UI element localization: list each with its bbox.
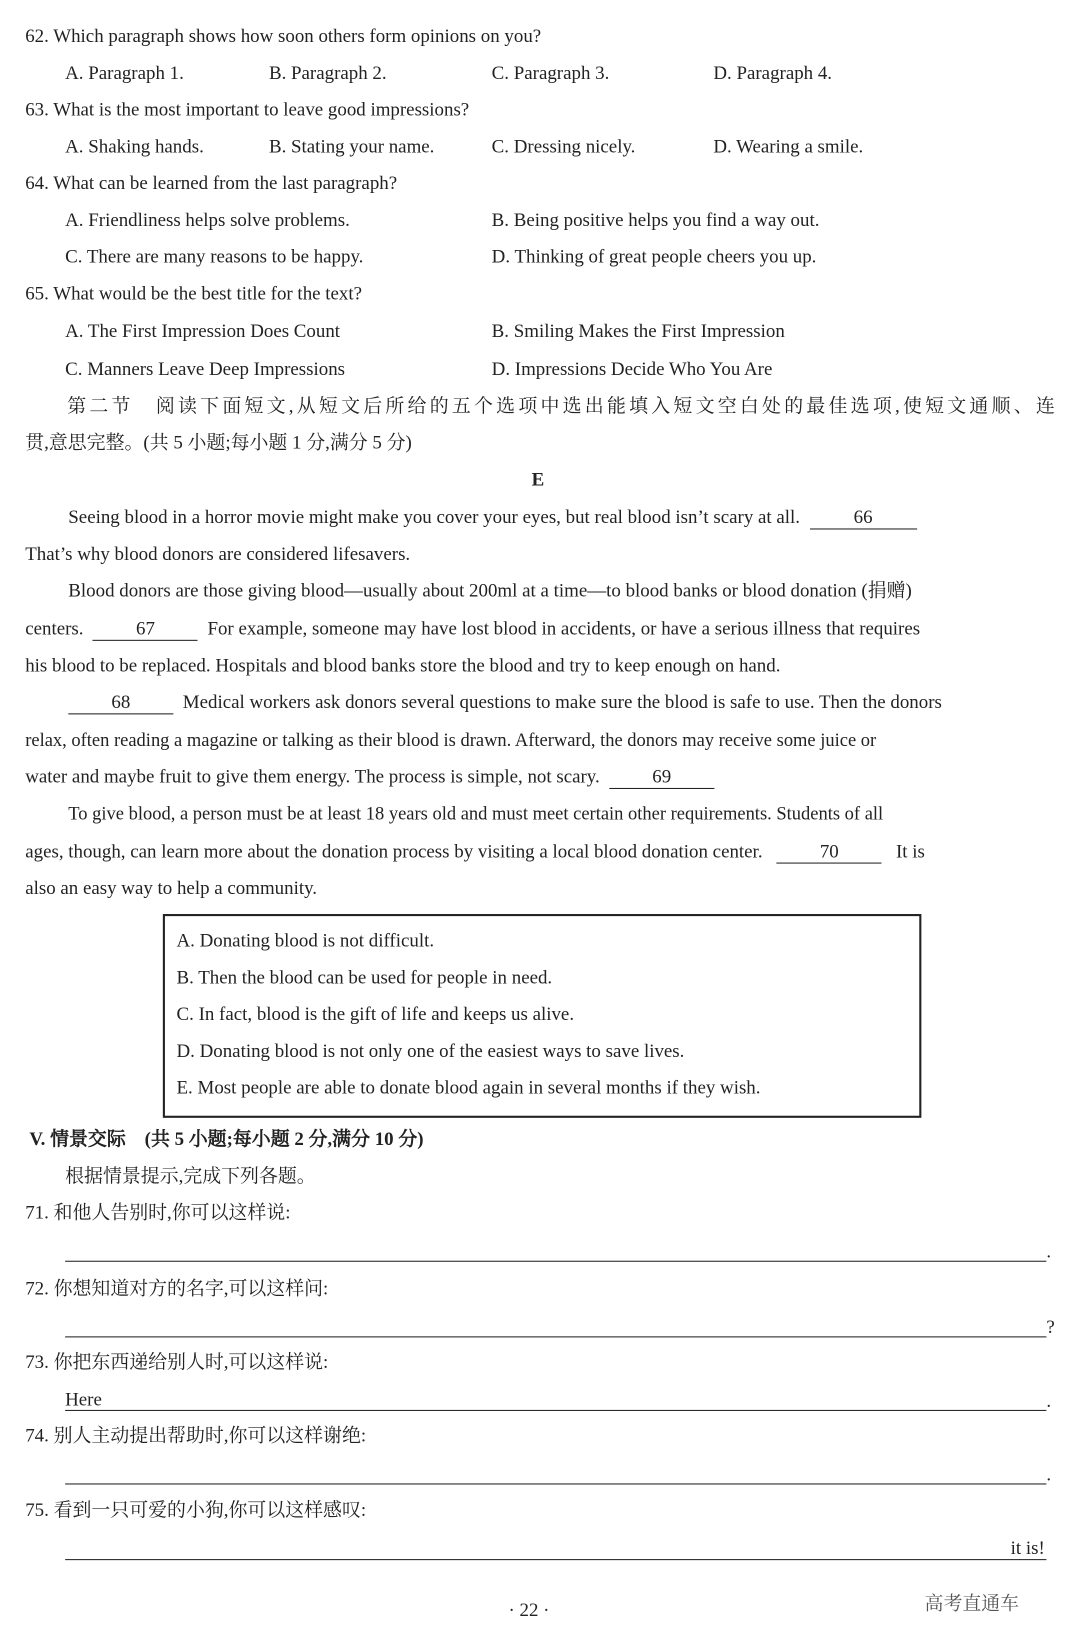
passage-line: centers. 67 For example, someone may have lost blood in accidents, or have a serious illness that requires bbox=[25, 617, 920, 641]
blank-68[interactable]: 68 bbox=[68, 690, 173, 714]
passage-line: water and maybe fruit to give them energy. The process is simple, not scary. 69 bbox=[25, 765, 714, 789]
passage-line: relax, often reading a magazine or talking as their blood is drawn. Afterward, the donors may receive some juice or bbox=[25, 729, 877, 751]
answer-prefix: Here bbox=[65, 1388, 102, 1410]
option: C. There are many reasons to be happy. bbox=[65, 245, 364, 267]
answer-line-71[interactable] bbox=[65, 1261, 1046, 1262]
question-64: 64. What can be learned from the last paragraph? bbox=[25, 172, 398, 194]
option: D. Paragraph 4. bbox=[713, 61, 833, 83]
passage-line: his blood to be replaced. Hospitals and blood banks store the blood and try to keep enough on hand. bbox=[25, 654, 781, 676]
option: A. The First Impression Does Count bbox=[65, 320, 341, 342]
option: A. Friendliness helps solve problems. bbox=[65, 209, 350, 231]
section-v-title: V. 情景交际 (共 5 小题;每小题 2 分,满分 10 分) bbox=[29, 1128, 424, 1150]
option: C. Dressing nicely. bbox=[491, 135, 636, 157]
choice-e: E. Most people are able to donate blood again in several months if they wish. bbox=[176, 1076, 761, 1098]
question-63: 63. What is the most important to leave good impressions? bbox=[25, 98, 470, 120]
question-71: 71. 和他人告别时,你可以这样说: bbox=[25, 1201, 291, 1223]
choice-c: C. In fact, blood is the gift of life and keeps us alive. bbox=[176, 1003, 575, 1025]
passage-line: 68 Medical workers ask donors several questions to make sure the blood is safe to use. Then the donors bbox=[68, 690, 942, 714]
question-73: 73. 你把东西递给别人时,可以这样说: bbox=[25, 1351, 329, 1373]
passage-line: also an easy way to help a community. bbox=[25, 877, 318, 899]
option: A. Shaking hands. bbox=[65, 135, 204, 157]
blank-67[interactable]: 67 bbox=[93, 617, 198, 641]
section-v-instructions: 根据情景提示,完成下列各题。 bbox=[65, 1165, 316, 1187]
answer-line-75[interactable] bbox=[65, 1559, 1046, 1560]
passage-line: ages, though, can learn more about the donation process by visiting a local blood donation center. 70 It is bbox=[25, 839, 925, 863]
passage-line: Seeing blood in a horror movie might make you cover your eyes, but real blood isn’t scary at all. 66 bbox=[68, 505, 916, 529]
passage-title: E bbox=[531, 468, 545, 490]
answer-line-74[interactable] bbox=[65, 1483, 1046, 1484]
question-65: 65. What would be the best title for the text? bbox=[25, 282, 363, 304]
option: D. Wearing a smile. bbox=[713, 135, 864, 157]
punct: . bbox=[1046, 1389, 1052, 1411]
answer-line-73[interactable] bbox=[65, 1410, 1046, 1411]
option: C. Manners Leave Deep Impressions bbox=[65, 358, 346, 380]
answer-suffix: it is! bbox=[1010, 1537, 1045, 1559]
question-62: 62. Which paragraph shows how soon others form opinions on you? bbox=[25, 25, 542, 47]
blank-66[interactable]: 66 bbox=[809, 505, 916, 529]
option: D. Thinking of great people cheers you up. bbox=[491, 245, 817, 267]
passage-line: That’s why blood donors are considered lifesavers. bbox=[25, 543, 411, 565]
page-number: · 22 · bbox=[508, 1599, 550, 1621]
option: B. Smiling Makes the First Impression bbox=[491, 320, 785, 342]
choice-a: A. Donating blood is not difficult. bbox=[176, 929, 435, 951]
option: B. Paragraph 2. bbox=[268, 61, 387, 83]
punct: ? bbox=[1046, 1316, 1055, 1338]
option: B. Stating your name. bbox=[268, 135, 435, 157]
question-74: 74. 别人主动提出帮助时,你可以这样谢绝: bbox=[25, 1424, 367, 1446]
logo-text: 高考直通车 bbox=[924, 1592, 1020, 1615]
blank-70[interactable]: 70 bbox=[777, 839, 882, 863]
question-75: 75. 看到一只可爱的小狗,你可以这样感叹: bbox=[25, 1499, 367, 1521]
option: B. Being positive helps you find a way out. bbox=[491, 209, 820, 231]
passage-line: To give blood, a person must be at least 18 years old and must meet certain other requirements. Students of all bbox=[68, 802, 884, 824]
choice-b: B. Then the blood can be used for people in need. bbox=[176, 966, 553, 988]
passage-line: Blood donors are those giving blood—usually about 200ml at a time—to blood banks or blood donation (捐赠) bbox=[68, 579, 912, 601]
blank-69[interactable]: 69 bbox=[609, 765, 714, 789]
punct: . bbox=[1046, 1463, 1052, 1485]
section-instructions: 第二节 阅读下面短文,从短文后所给的五个选项中选出能填入短文空白处的最佳选项,使短文通顺、连 bbox=[67, 395, 1055, 417]
punct: . bbox=[1046, 1240, 1052, 1262]
answer-line-72[interactable] bbox=[65, 1336, 1046, 1337]
option: C. Paragraph 3. bbox=[491, 61, 610, 83]
question-72: 72. 你想知道对方的名字,可以这样问: bbox=[25, 1277, 329, 1299]
option: A. Paragraph 1. bbox=[65, 61, 184, 83]
choice-d: D. Donating blood is not only one of the easiest ways to save lives. bbox=[176, 1040, 685, 1062]
section-instructions-2: 贯,意思完整。(共 5 小题;每小题 1 分,满分 5 分) bbox=[25, 431, 412, 453]
option: D. Impressions Decide Who You Are bbox=[491, 358, 773, 380]
